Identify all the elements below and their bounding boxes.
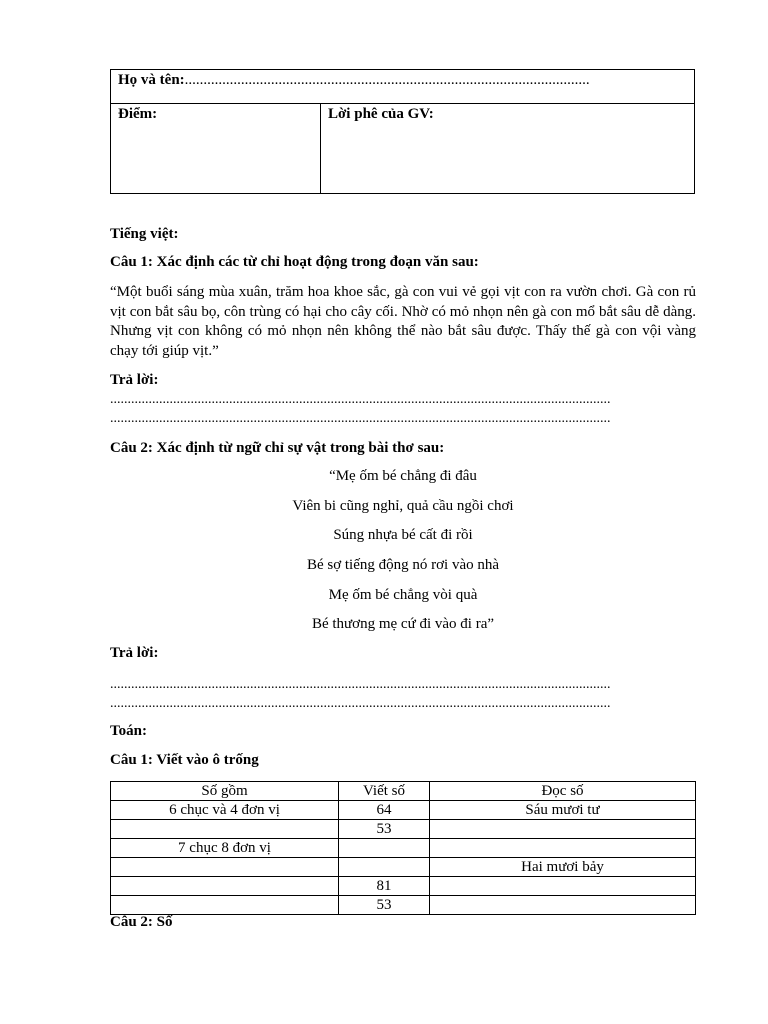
column-header: Số gồm: [111, 782, 339, 801]
table-cell: [430, 839, 696, 858]
name-dots: ............................................................................................................: [184, 72, 590, 88]
table-row: [111, 820, 696, 839]
table-cell: 64: [339, 801, 430, 820]
poem-line: Bé thương mẹ cứ đi vào đi ra”: [311, 616, 495, 632]
number-table: [110, 781, 696, 915]
table-row: [111, 858, 696, 877]
table-cell: [111, 820, 339, 839]
table-cell: 53: [339, 896, 430, 915]
table-cell: Hai mươi bảy: [430, 858, 696, 877]
poem-line: “Mẹ ốm bé chẳng đi đâu: [329, 468, 477, 484]
table-cell: 53: [339, 820, 430, 839]
table-cell: 81: [339, 877, 430, 896]
table-row: [111, 839, 696, 858]
table-cell: [430, 896, 696, 915]
table-cell: [430, 820, 696, 839]
math-q1-title: Câu 1: Viết vào ô trống: [110, 752, 259, 768]
poem-line: Bé sợ tiếng động nó rơi vào nhà: [306, 557, 500, 573]
vn-q2-answer-label: Trả lời:: [110, 645, 159, 661]
vn-q2-answer-line-1: ...............................................................................................................................................: [110, 677, 611, 692]
vn-q2-title: Câu 2: Xác định từ ngữ chỉ sự vật trong bài thơ sau:: [110, 440, 445, 456]
vn-q1-passage: “Một buổi sáng mùa xuân, trăm hoa khoe sắc, gà con vui vẻ gọi vịt con ra vườn chơi. Gà con rủ vịt con bắt sâu bọ, côn trùng có hại cho cây cối. Nhờ có mỏ nhọn nên gà con mổ bắt sâu dễ dàng. Nhưng vịt con không có mỏ nhọn nên không thể nào bắt sâu được. Thấy thế gà con vội vàng chạy tới giúp vịt.”: [110, 284, 696, 359]
table-cell: [339, 858, 430, 877]
table-row: [111, 877, 696, 896]
vn-q1-title: Câu 1: Xác định các từ chỉ hoạt động trong đoạn văn sau:: [110, 254, 479, 270]
score-label: Điểm:: [118, 106, 158, 122]
table-cell: [111, 877, 339, 896]
table-cell: [111, 858, 339, 877]
vn-q1-answer-label: Trả lời:: [110, 372, 159, 388]
name-field: [118, 72, 590, 89]
column-header: Đọc số: [430, 782, 696, 801]
table-cell: [430, 877, 696, 896]
poem-line: Súng nhựa bé cất đi rồi: [333, 527, 473, 543]
table-row: [111, 896, 696, 915]
vn-q2-answer-line-2: ...............................................................................................................................................: [110, 696, 611, 711]
table-row: [111, 801, 696, 820]
vn-q1-answer-line-1: ...............................................................................................................................................: [110, 392, 611, 407]
table-cell: 6 chục và 4 đơn vị: [111, 801, 339, 820]
table-cell: [111, 896, 339, 915]
name-row: [111, 70, 694, 104]
table-cell: 7 chục 8 đơn vị: [111, 839, 339, 858]
student-info-box: [110, 69, 695, 194]
column-header: Viết số: [339, 782, 430, 801]
poem-line: Mẹ ốm bé chẳng vòi quà: [328, 587, 478, 603]
table-cell: [339, 839, 430, 858]
table-header-row: [111, 782, 696, 801]
vietnamese-section-title: Tiếng việt:: [110, 226, 179, 242]
table-cell: Sáu mươi tư: [430, 801, 696, 820]
poem-line: Viên bi cũng nghỉ, quả cầu ngồi chơi: [292, 498, 514, 514]
vn-q1-answer-line-2: ...............................................................................................................................................: [110, 411, 611, 426]
math-section-title: Toán:: [110, 723, 147, 739]
math-q2-title: Câu 2: Số: [110, 914, 173, 930]
teacher-comment-label: Lời phê của GV:: [328, 106, 434, 122]
score-cell: [111, 104, 321, 193]
name-label: Họ và tên:: [118, 72, 185, 88]
